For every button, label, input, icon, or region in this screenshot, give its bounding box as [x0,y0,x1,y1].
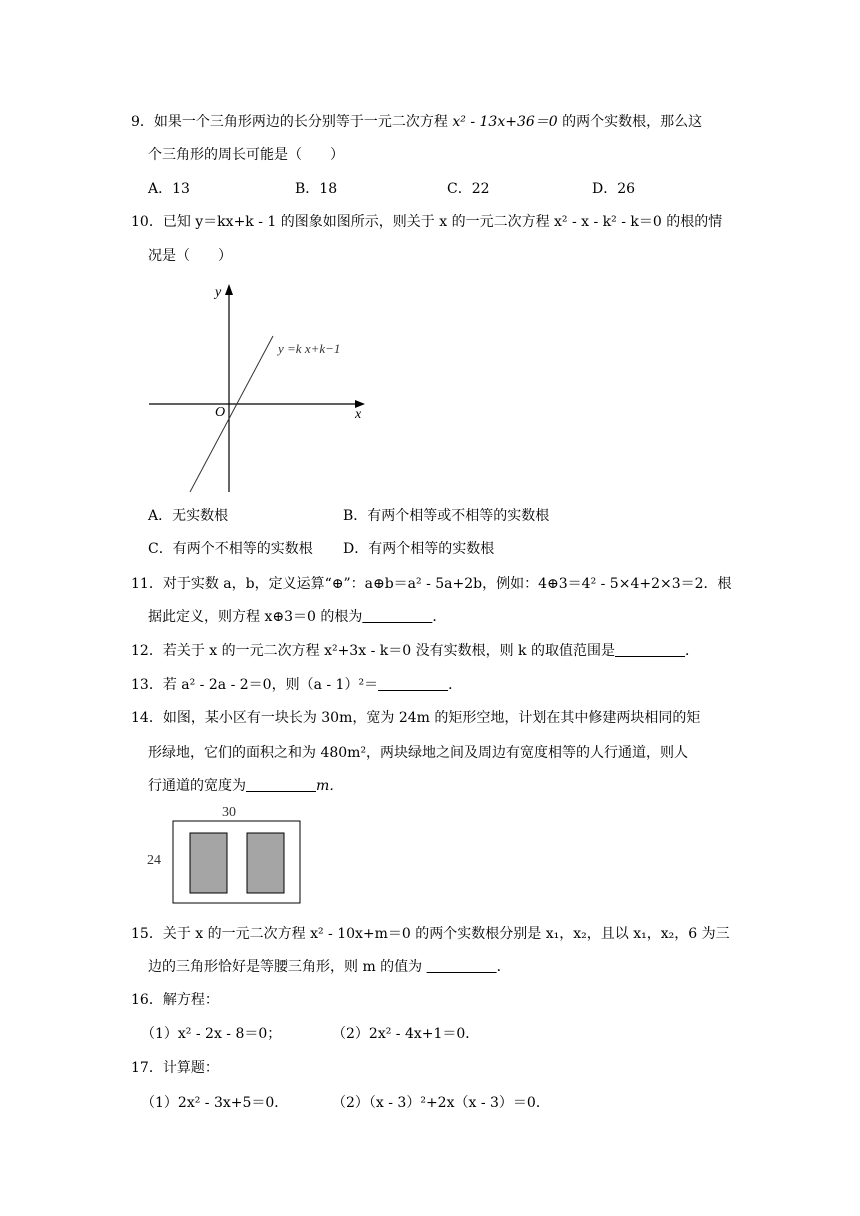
q11-line1 [131,574,732,594]
q14-line1 [131,708,700,728]
q9-option-d: D．26 [592,181,636,197]
q14-text-c: 行通道的宽度为 [148,778,246,794]
q15-line1 [131,924,730,944]
q11-end: ． [432,609,447,625]
q17-line [131,1058,219,1078]
q12-number: 12． [131,643,163,659]
q10-option-b: B．有两个相等或不相等的实数根 [343,508,550,524]
q14-answer-blank[interactable] [246,776,316,796]
q10-option-d: D．有两个相等的实数根 [343,541,495,557]
q15-text: 关于 x 的一元二次方程 x² - 10x+m＝0 的两个实数根分别是 x₁，x₂，且以 x₁，x₂，6 为三 [162,926,730,942]
q14-line3 [148,776,343,796]
q13-number: 13． [131,677,163,693]
figure-height-label: 24 [147,853,161,868]
q14-number: 14． [131,710,163,726]
y-axis-arrow-icon [225,284,233,295]
q14-figure [142,800,312,910]
q10-graph [145,280,375,500]
q12-end: ． [684,643,699,659]
q16-title: 解方程： [162,992,219,1008]
figure-width-label: 30 [222,805,236,820]
q13-line [131,675,462,695]
y-axis-label: y [215,285,222,300]
q10-line2: 况是（ ） [148,248,232,264]
q9-option-c: C．22 [447,181,490,197]
q17-part2: （2）（x - 3）²+2x（x - 3）＝0． [332,1095,550,1111]
q17-title: 计算题： [162,1060,219,1076]
q17-number: 17． [131,1060,163,1076]
q15-text-b: 边的三角形恰好是等腰三角形，则 m 的值为 [148,959,427,975]
q11-text-b: 据此定义，则方程 x⊕3＝0 的根为 [148,609,363,625]
q11-line2 [148,607,446,627]
line-label: y =k x+k−1 [278,341,341,356]
q11-answer-blank[interactable] [362,607,432,627]
q15-end: ． [496,959,511,975]
q11-number: 11． [131,576,163,592]
q14-text: 如图，某小区有一块长为 30m，宽为 24m 的矩形空地，计划在其中修建两块相同的矩 [162,710,701,726]
q9-equation: x² - 13x+36＝0 [452,114,558,130]
q9-line2: 个三角形的周长可能是（ ） [148,147,344,163]
q10-option-a: A．无实数根 [148,508,229,524]
green-area-right [247,833,284,893]
q14-line2: 形绿地，它们的面积之和为 480m²，两块绿地之间及周边有宽度相等的人行通道，则人 [148,745,689,761]
q16-part2: （2）2x² - 4x+1＝0． [332,1026,480,1042]
q12-answer-blank[interactable] [615,641,685,661]
q12-line [131,641,699,661]
q15-answer-blank[interactable] [427,957,497,977]
q14-unit: m． [316,778,344,794]
q10-text: 已知 y＝kx+k - 1 的图象如图所示，则关于 x 的一元二次方程 x² - x - k² - k＝0 的根的情 [162,214,723,230]
q9-option-a: A．13 [148,181,190,197]
q10-line1 [131,212,722,232]
green-area-left [190,833,227,893]
x-axis-label: x [355,407,362,422]
q10-option-c: C．有两个不相等的实数根 [148,541,313,557]
q16-line [131,990,219,1010]
q13-text: 若 a² - 2a - 2＝0，则（a - 1）²＝ [162,677,379,693]
origin-label: O [215,405,226,420]
q11-text: 对于实数 a，b，定义运算“⊕”：a⊕b＝a² - 5a+2b，例如：4⊕3＝4² - 5×4+2×3＝2．根 [162,576,732,592]
q13-end: ． [448,677,463,693]
q10-number: 10． [131,214,163,230]
q9-option-b: B．18 [295,181,338,197]
function-line [190,336,273,492]
q9-number: 9． [131,114,154,130]
q13-answer-blank[interactable] [378,675,448,695]
q16-part1: （1）x² - 2x - 8＝0； [141,1026,282,1042]
q15-number: 15． [131,926,163,942]
q16-number: 16． [131,992,163,1008]
q9-text-a: 如果一个三角形两边的长分别等于一元二次方程 [153,114,453,130]
q12-text: 若关于 x 的一元二次方程 x²+3x - k＝0 没有实数根，则 k 的取值范围是 [162,643,615,659]
q9-text-b: 的两个实数根，那么这 [557,114,703,130]
q17-part1: （1）2x² - 3x+5＝0． [141,1095,289,1111]
q15-line2 [148,957,511,977]
q9-line1 [131,112,702,132]
